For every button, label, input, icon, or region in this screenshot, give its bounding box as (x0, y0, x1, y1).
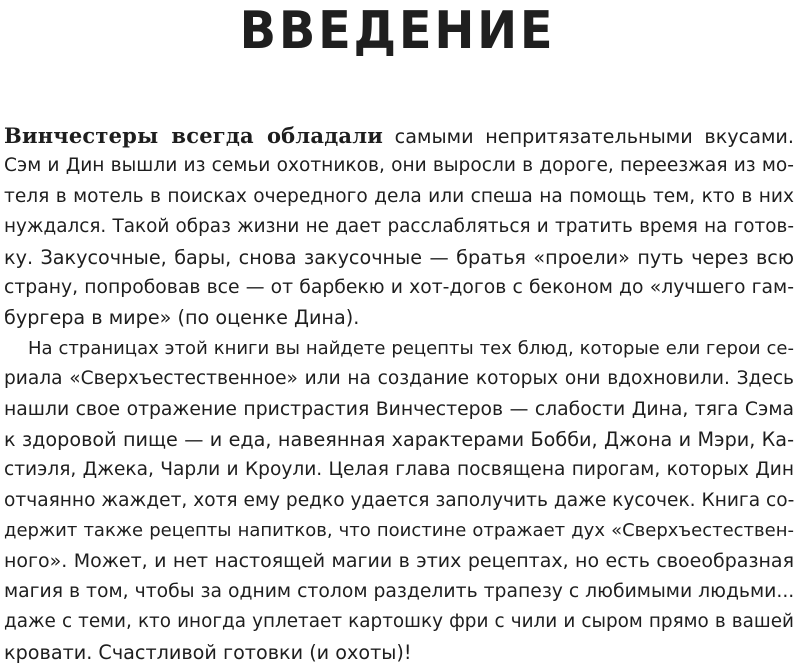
text-line: ного». Может, и нет настоящей магии в этих рецептах, но есть своеобразная (4, 550, 794, 573)
paragraph-2 (4, 334, 794, 668)
text-line: стиэля, Джека, Чарли и Кроули. Целая глава посвящена пирогам, которых Дин (4, 459, 794, 481)
text-line: теля в мотель в поисках очередного дела или спеша на помощь тем, кто в них (4, 185, 794, 207)
intro-text (4, 121, 794, 668)
text-line: риала «Сверхъестественное» или на создание которых они вдохновили. Здесь (4, 368, 794, 390)
text-line: нашли свое отражение пристрастия Винчестеров — слабости Дина, тяга Сэма (4, 398, 794, 420)
text-line: ку. Закусочные, бары, снова закусочные — братья «проели» путь через всю (4, 245, 794, 269)
text-line: Сэм и Дин вышли из семьи охотников, они выросли в дороге, переезжая из мо- (4, 155, 794, 177)
paragraph-1-line-1 (4, 121, 794, 151)
text-line: На страницах этой книги вы найдете рецепты тех блюд, которые ели герои се- (28, 337, 794, 359)
lead-phrase: Винчестеры всегда обладали (4, 123, 383, 148)
text-line: бургера в мире» (по оценке Дина). (4, 306, 360, 330)
text-line: нуждался. Такой образ жизни не дает расслабляться и тратить время на готов- (4, 216, 794, 238)
text-line: отчаянно жаждет, хотя ему редко удается заполучить даже кусочек. Книга со- (4, 489, 795, 511)
text-line: страну, попробовав все — от барбекю и хот-догов с беконом до «лучшего гам- (4, 276, 794, 298)
text-line: кровати. Счастливой готовки (и охоты)! (4, 640, 412, 664)
text-line: держит также рецепты напитков, что поистине отражает дух «Сверхъестествен- (4, 520, 794, 542)
paragraph-1 (4, 121, 794, 334)
text-line: даже с теми, кто иногда уплетает картошку фри с чили и сыром прямо в вашей (4, 611, 794, 633)
text-line: к здоровой пище — и еда, навеянная характерами Бобби, Джона и Мэри, Ка- (4, 427, 794, 451)
chapter-heading: ВВЕДЕНИЕ (239, 1, 556, 61)
line-1-rest: самыми непритязательными вкусами. (382, 125, 794, 148)
text-line: магия в том, чтобы за одним столом разделить трапезу с любимыми людьми... (4, 580, 795, 602)
